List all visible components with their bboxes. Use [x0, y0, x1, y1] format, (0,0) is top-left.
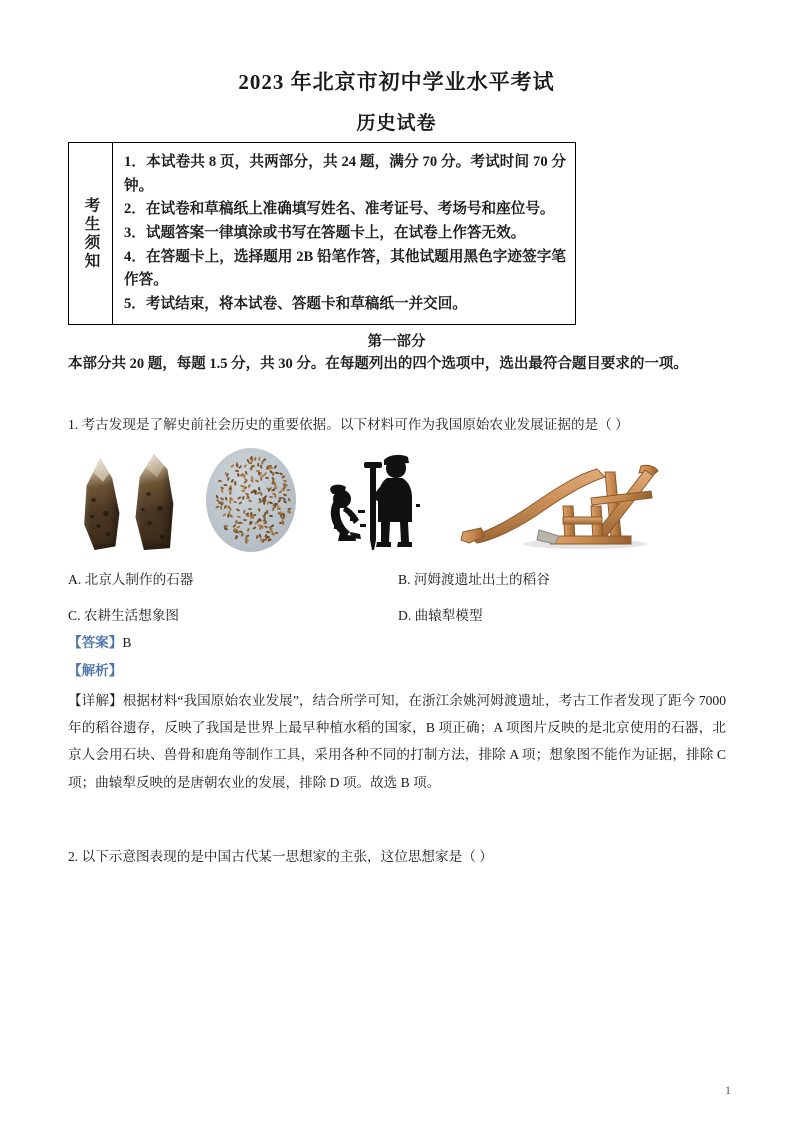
rice-grain-field — [212, 455, 290, 545]
option-c-key: C. — [68, 608, 81, 624]
option-row — [68, 604, 726, 627]
option-a[interactable] — [68, 568, 398, 591]
detail-label: 【详解】 — [68, 693, 123, 708]
answer-line — [68, 631, 726, 654]
question-1-options — [68, 568, 726, 640]
option-b[interactable] — [398, 568, 726, 591]
question-1-figure-strip — [70, 444, 730, 562]
detail-text: 根据材料“我国原始农业发展”，结合所学可知，在浙江余姚河姆渡遗址，考古工作者发现了距今 7000 年的稻谷遗存，反映了我国是世界上最早种植水稻的国家，B 项正确；A 项图片反映的是北京使用的石器，北京人会用石块、兽骨和鹿角等制作工具，采用各种不同的打制方法，排除 A 项；想象图不能作为证据，排除 C 项；曲辕犁反映的是唐朝农业的发展，排除 D 项。故选 B 项。 — [68, 693, 727, 790]
notice-item: 5．考试结束，将本试卷、答题卡和草稿纸一并交回。 — [124, 295, 467, 312]
question-1-stem: 1. 考古发现是了解史前社会历史的重要依据。以下材料可作为我国原始农业发展证据的是（ ） — [68, 417, 629, 432]
notice-item: 3．试题答案一律填涂或书写在答题卡上，在试卷上作答无效。 — [124, 224, 526, 241]
option-b-text: 河姆渡遗址出土的稻谷 — [413, 572, 550, 587]
answer-value: B — [122, 635, 132, 650]
option-d[interactable] — [398, 604, 726, 627]
notice-label-cell — [69, 143, 113, 324]
curved-beam-plow-model — [455, 444, 690, 556]
page-number: 1 — [725, 1083, 731, 1097]
farming-scene-svg — [320, 444, 428, 556]
answer-label: 【答案】 — [68, 635, 123, 650]
detail-explanation — [68, 687, 726, 796]
analysis-label: 【解析】 — [68, 663, 123, 678]
notice-item: 1．本试卷共 8 页，共两部分，共 24 题，满分 70 分。考试时间 70 分钟。 — [124, 154, 566, 194]
notice-body — [113, 143, 575, 324]
option-row — [68, 568, 726, 591]
option-c-text: 农耕生活想象图 — [83, 608, 180, 624]
option-a-key: A. — [68, 572, 82, 587]
analysis-line — [68, 659, 726, 682]
farming-life-illustration — [320, 444, 428, 556]
option-d-key: D. — [398, 608, 412, 624]
page-title: 2023 年北京市初中学业水平考试 — [238, 70, 555, 94]
stone-tool-left — [81, 458, 121, 550]
option-c[interactable] — [68, 604, 398, 627]
part-one-heading: 第一部分 — [367, 334, 426, 350]
notice-item: 2．在试卷和草稿纸上准确填写姓名、准考证号、考场号和座位号。 — [124, 201, 555, 218]
option-b-key: B. — [398, 572, 411, 587]
stone-tool-right — [133, 454, 175, 550]
rice-grains-photo — [202, 444, 300, 556]
notice-item: 4．在答题卡上，选择题用 2B 铅笔作答，其他试题用黑色字迹签字笔作答。 — [124, 248, 566, 289]
candidate-notice-box — [68, 142, 576, 325]
page-subtitle: 历史试卷 — [356, 113, 437, 134]
option-a-text: 北京人制作的石器 — [84, 572, 194, 587]
notice-label-text: 考生须知 — [82, 196, 100, 271]
oval-dish — [206, 448, 296, 552]
option-d-text: 曲辕犁模型 — [414, 608, 483, 624]
plow-svg — [455, 444, 690, 556]
question-2-stem: 2. 以下示意图表现的是中国古代某一思想家的主张，这位思想家是（ ） — [68, 849, 493, 864]
part-one-intro: 本部分共 20 题，每题 1.5 分，共 30 分。在每题列出的四个选项中，选出最符合题目要求的一项。 — [68, 356, 688, 372]
stone-tools-photo — [75, 444, 195, 556]
